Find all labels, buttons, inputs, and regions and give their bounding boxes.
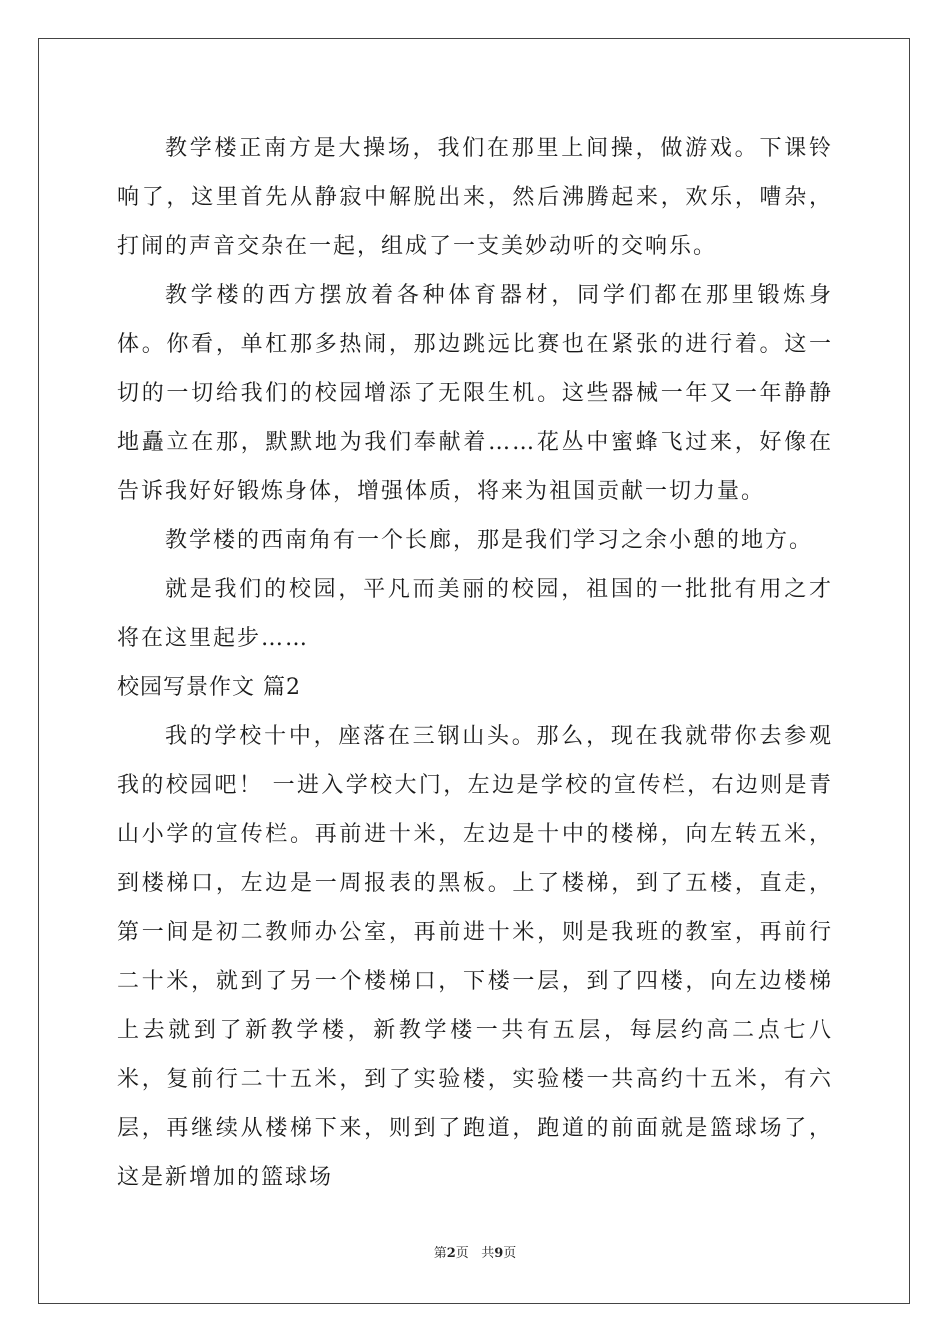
paragraph-playground: 教学楼正南方是大操场，我们在那里上间操，做游戏。下课铃响了，这里首先从静寂中解脱出来，然后沸腾起来，欢乐，嘈杂，打闹的声音交杂在一起，组成了一支美妙动听的交响乐。 bbox=[117, 136, 833, 259]
paragraph-closing: 就是我们的校园，平凡而美丽的校园，祖国的一批批有用之才将在这里起步…… bbox=[117, 577, 833, 651]
page-footer bbox=[0, 1245, 950, 1263]
footer-total-unit: 页 bbox=[503, 1246, 517, 1261]
footer-page-unit: 页 bbox=[455, 1246, 469, 1261]
paragraph-sports-equipment: 教学楼的西方摆放着各种体育器材，同学们都在那里锻炼身体。你看，单杠那多热闹，那边跳远比赛也在紧张的进行着。这一切的一切给我们的校园增添了无限生机。这些器械一年又一年静静地矗立在那，默默地为我们奉献着……花丛中蜜蜂飞过来，好像在告诉我好好锻炼身体，增强体质，将来为祖国贡献一切力量。 bbox=[117, 283, 833, 504]
paragraph-corridor: 教学楼的西南角有一个长廊，那是我们学习之余小憩的地方。 bbox=[165, 528, 814, 553]
footer-total-pages: 9 bbox=[494, 1246, 504, 1261]
paragraph-school-tour: 我的学校十中，座落在三钢山头。那么，现在我就带你去参观我的校园吧！ 一进入学校大门，左边是学校的宣传栏，右边则是青山小学的宣传栏。再前进十米，左边是十中的楼梯，向左转五米，到楼梯口，左边是一周报表的黑板。上了楼梯，到了五楼，直走，第一间是初二教师办公室，再前进十米，则是我班的教室，再前行二十米，就到了另一个楼梯口，下楼一层，到了四楼，向左边楼梯上去就到了新教学楼，新教学楼一共有五层，每层约高二点七八米，复前行二十五米，到了实验楼，实验楼一共高约十五米，有六层，再继续从楼梯下来，则到了跑道，跑道的前面就是篮球场了，这是新增加的篮球场 bbox=[117, 724, 833, 1190]
footer-total-prefix: 共 bbox=[481, 1246, 495, 1261]
footer-page-number: 2 bbox=[446, 1246, 456, 1261]
document-body bbox=[117, 124, 833, 1202]
section-heading: 校园写景作文 篇2 bbox=[117, 675, 301, 700]
footer-page-prefix: 第 bbox=[433, 1246, 447, 1261]
